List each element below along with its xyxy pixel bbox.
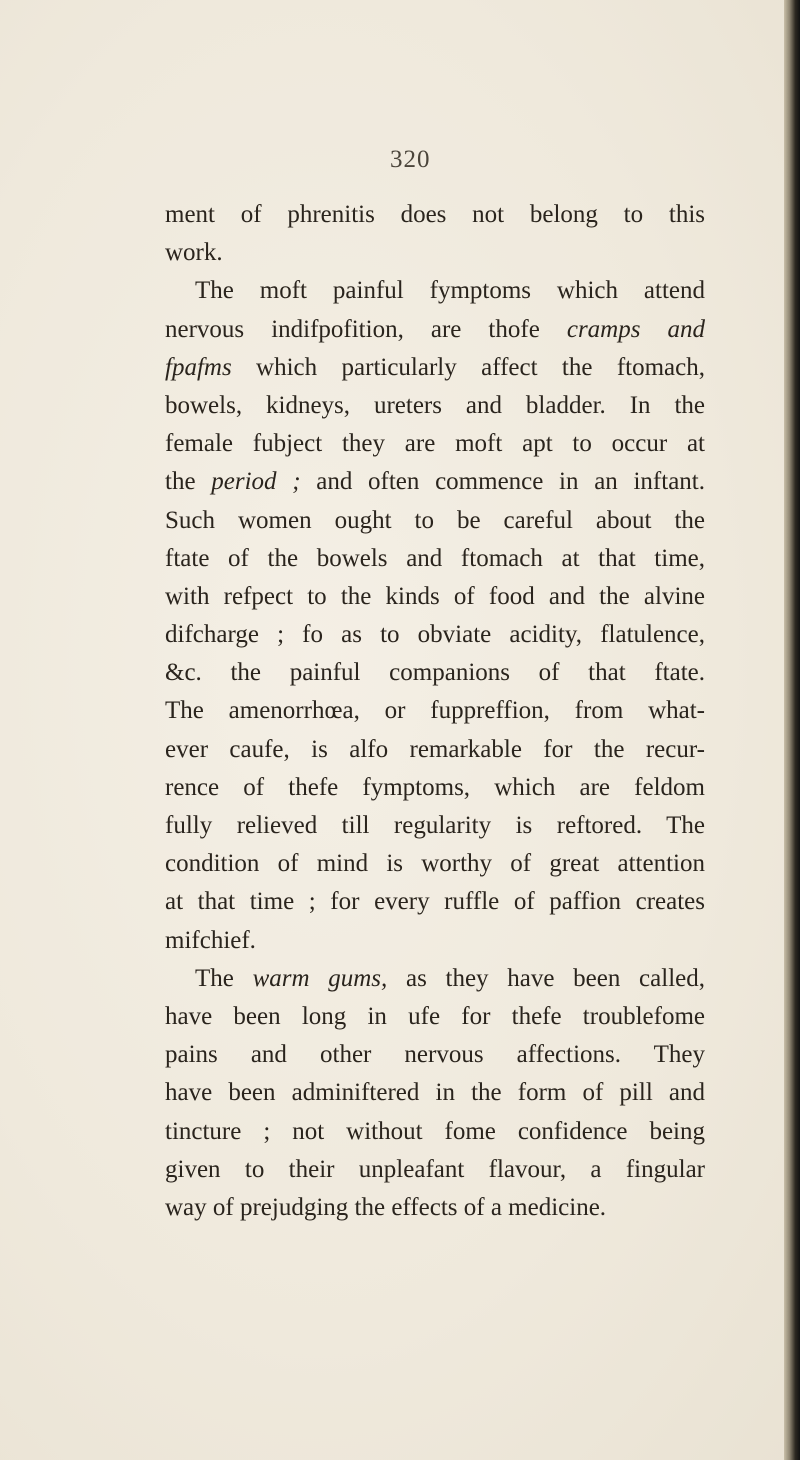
text-line: at that time ; for every ruffle of paffion creates [165,888,705,916]
text-line: fully relieved till regularity is reftored. The [165,812,705,839]
text-line: work. [165,239,223,267]
text-line: The amenorrhœa, or fuppreffion, from what- [165,697,705,725]
text-line: nervous indifpofition, are thofe cramps and [165,315,705,343]
text-line: with refpect to the kinds of food and the alvine [165,582,705,610]
text-line: way of prejudging the effects of a medicine. [165,1193,607,1221]
text-line: rence of thefe fymptoms, which are feldom [165,773,705,801]
page-number: 320 [390,146,431,173]
text-line: bowels, kidneys, ureters and bladder. In the [165,391,705,419]
text-line: have been adminiftered in the form of pill and [165,1079,705,1107]
text-line: mifchief. [165,926,256,954]
text-line: ever caufe, is alfo remarkable for the recur- [165,735,705,763]
book-spine-edge [784,0,800,1460]
text-line: given to their unpleafant flavour, a fingular [165,1155,705,1183]
text-line: &c. the painful companions of that ftate. [165,659,705,687]
text-line: fpafms which particularly affect the ftomach, [165,353,705,381]
text-line: female fubject they are moft apt to occur at [165,430,705,458]
text-line: The warm gums, as they have been called, [195,964,705,992]
body-text [165,196,705,1227]
text-line: pains and other nervous affections. They [165,1041,705,1069]
text-line: the period ; and often commence in an inftant. [165,468,705,496]
text-line: ment of phrenitis does not belong to this [165,201,705,228]
text-line: tincture ; not without fome confidence being [165,1117,705,1145]
text-line: ftate of the bowels and ftomach at that time, [165,544,705,572]
text-line: difcharge ; fo as to obviate acidity, flatulence, [165,621,705,649]
text-line: have been long in ufe for thefe troublefome [165,1002,705,1030]
text-line: Such women ought to be careful about the [165,506,705,534]
text-line: The moft painful fymptoms which attend [195,277,705,305]
text-line: condition of mind is worthy of great attention [165,850,705,878]
